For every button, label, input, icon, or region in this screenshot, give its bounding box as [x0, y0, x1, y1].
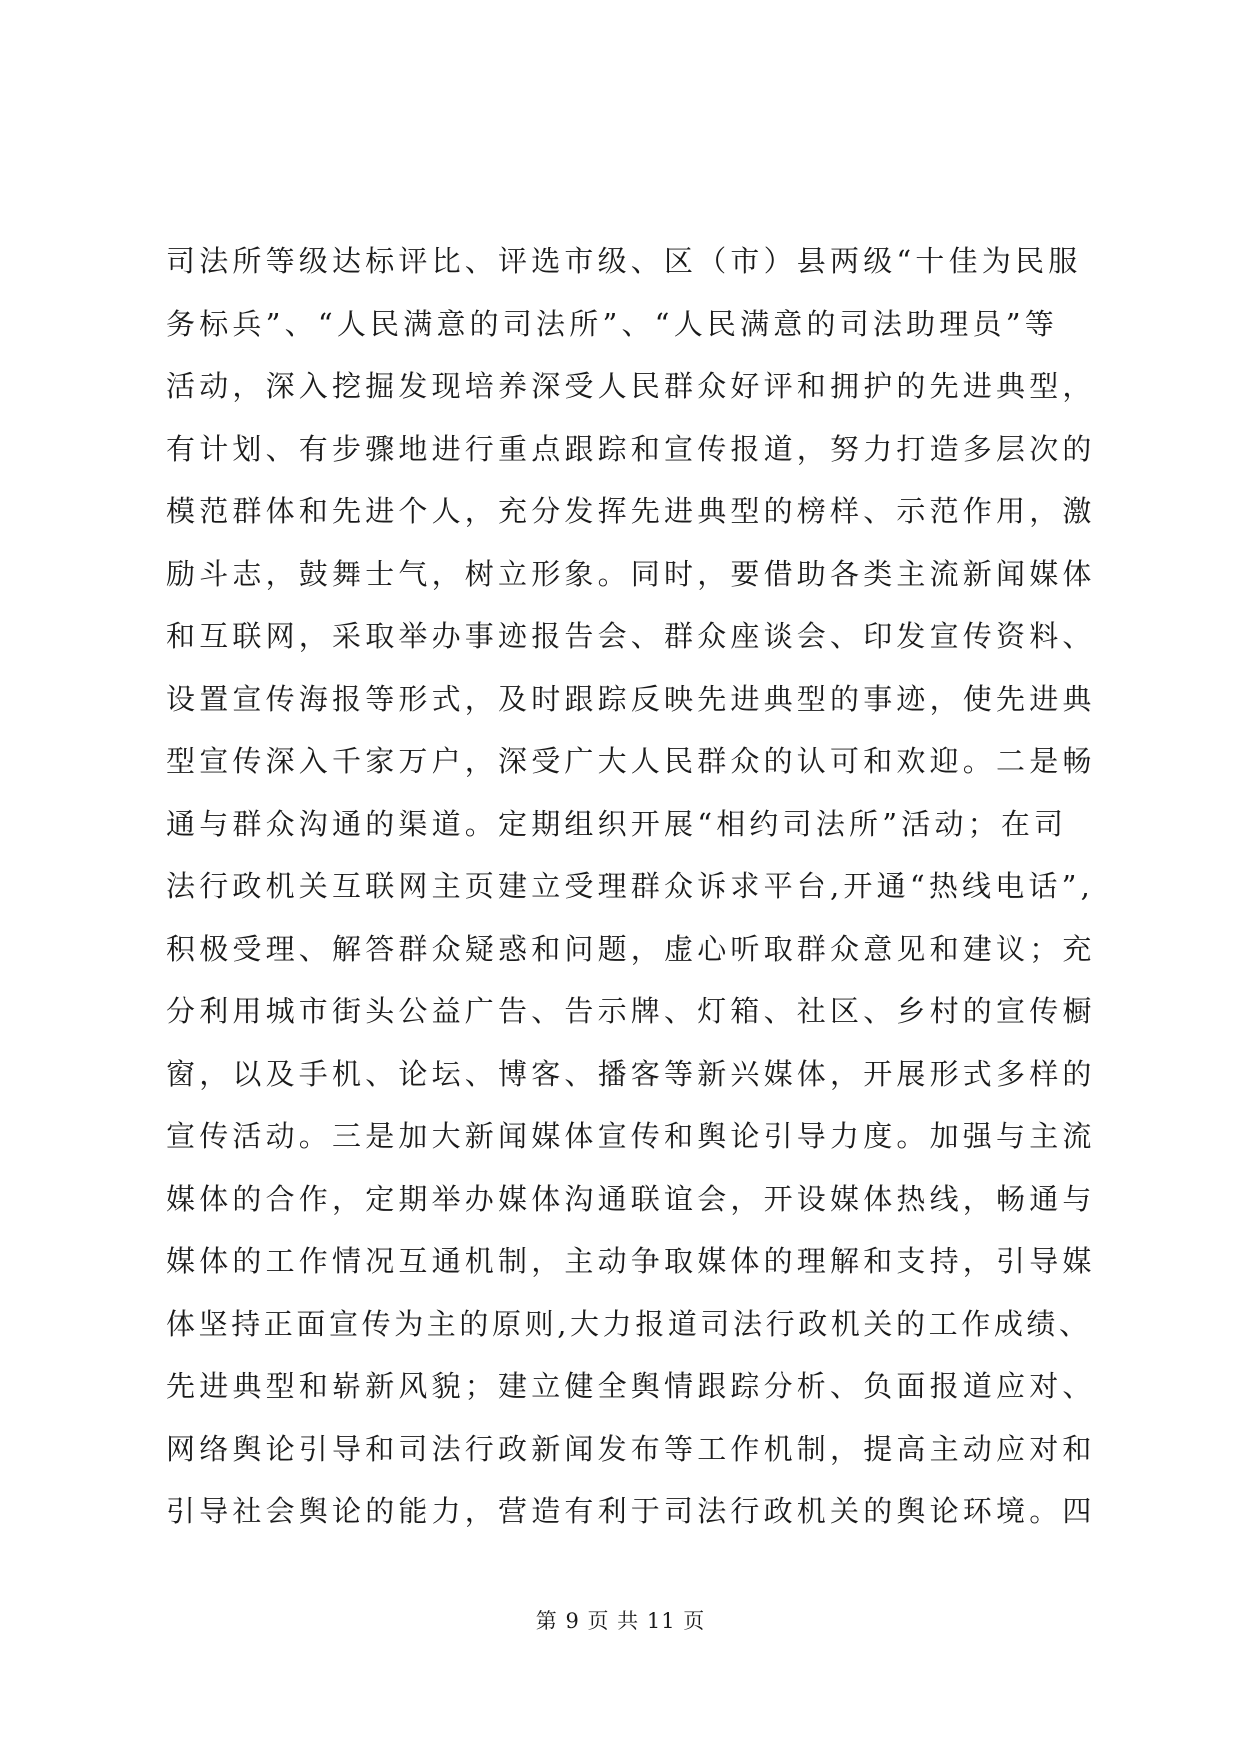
text-line: 模范群体和先进个人，充分发挥先进典型的榜样、示范作用，激	[166, 494, 1096, 528]
text-line: 有计划、有步骤地进行重点跟踪和宣传报道，努力打造多层次的	[166, 431, 1096, 466]
text-line: 活动，深入挖掘发现培养深受人民群众好评和拥护的先进典型，	[166, 369, 1096, 403]
text-line: 积极受理、解答群众疑惑和问题，虚心听取群众意见和建议；充	[166, 931, 1096, 966]
page-number-footer: 第 9 页 共 11 页	[535, 1609, 706, 1633]
text-line: 宣传活动。三是加大新闻媒体宣传和舆论引导力度。加强与主流	[166, 1119, 1096, 1153]
text-line: 网络舆论引导和司法行政新闻发布等工作机制，提高主动应对和	[166, 1431, 1096, 1466]
body-text	[166, 230, 1096, 1543]
text-line: 励斗志，鼓舞士气，树立形象。同时，要借助各类主流新闻媒体	[166, 556, 1096, 591]
text-line: 司法所等级达标评比、评选市级、区（市）县两级“十佳为民服	[166, 244, 1082, 278]
text-line: 和互联网，采取举办事迹报告会、群众座谈会、印发宣传资料、	[166, 619, 1096, 653]
text-line: 设置宣传海报等形式，及时跟踪反映先进典型的事迹，使先进典	[166, 681, 1096, 716]
text-line: 型宣传深入千家万户，深受广大人民群众的认可和欢迎。二是畅	[166, 744, 1096, 778]
text-line: 窗，以及手机、论坛、博客、播客等新兴媒体，开展形式多样的	[166, 1056, 1096, 1091]
text-line: 法行政机关互联网主页建立受理群众诉求平台,开通“热线电话”,	[166, 869, 1095, 903]
text-line: 体坚持正面宣传为主的原则,大力报道司法行政机关的工作成绩、	[166, 1306, 1092, 1341]
text-line: 务标兵”、“人民满意的司法所”、“人民满意的司法助理员”等	[166, 306, 1058, 341]
text-line: 分利用城市街头公益广告、告示牌、灯箱、社区、乡村的宣传橱	[166, 994, 1096, 1028]
text-line: 先进典型和崭新风貌；建立健全舆情跟踪分析、负面报道应对、	[166, 1369, 1096, 1403]
text-line: 媒体的工作情况互通机制，主动争取媒体的理解和支持，引导媒	[166, 1244, 1096, 1278]
text-line: 媒体的合作，定期举办媒体沟通联谊会，开设媒体热线，畅通与	[166, 1181, 1096, 1216]
text-line: 引导社会舆论的能力，营造有利于司法行政机关的舆论环境。四	[166, 1494, 1096, 1528]
text-line: 通与群众沟通的渠道。定期组织开展“相约司法所”活动；在司	[166, 806, 1068, 841]
